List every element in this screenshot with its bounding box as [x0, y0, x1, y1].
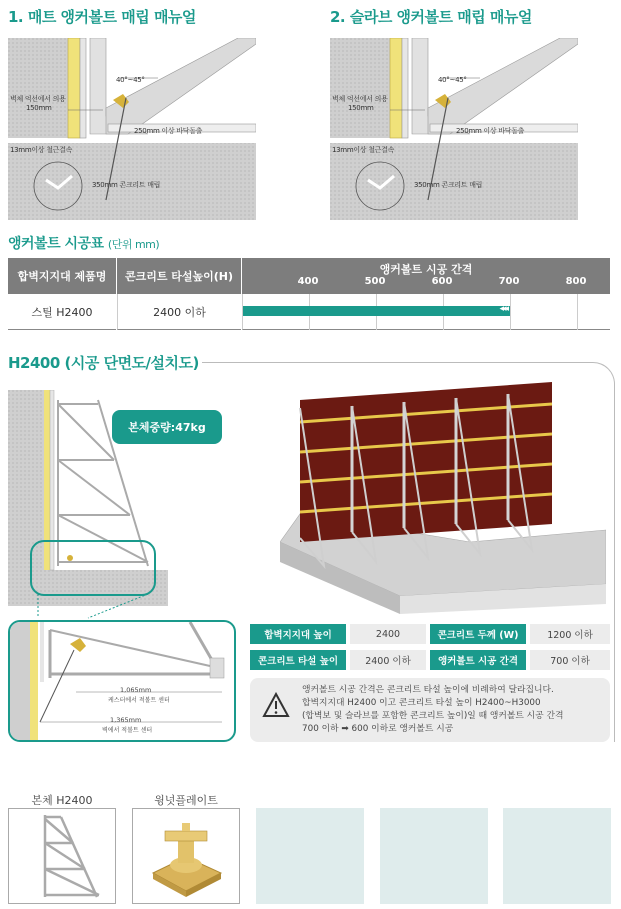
warning-icon: [262, 692, 290, 718]
product-body-h2400: [8, 808, 116, 904]
product-wingnut-svg: [133, 809, 239, 903]
wall-offset-label: 벽체 억선에서 의용: [10, 95, 66, 103]
anchor-table-title-text: 앵커볼트 시공표: [8, 236, 104, 252]
spec-key-pour: 콘크리트 타설 높이: [250, 650, 346, 670]
dim1-label: 케스터에서 적볼트 센터: [108, 697, 170, 704]
grid-line: [510, 294, 511, 330]
spacing-note: [250, 678, 610, 742]
mat-anchor-drawing: [8, 38, 256, 220]
dim2-label: 벽에서 적볼트 센터: [102, 727, 153, 734]
tick-label: 800: [565, 276, 587, 287]
col-header-height: 콘크리트 타설높이(H): [117, 258, 241, 294]
tick-label: 500: [364, 276, 386, 287]
section-title-h2400: H2400 (시공 단면도/설치도): [8, 354, 199, 372]
detail-box: [8, 620, 236, 742]
section-title-mat: 1. 매트 앵커볼트 매립 매뉴얼: [8, 8, 196, 26]
col-header-spacing-label: 앵커볼트 시공 간격: [379, 263, 473, 276]
spec-key-height: 합벽지지대 높이: [250, 624, 346, 644]
wall-offset-label: 벽체 억선에서 의용: [332, 95, 388, 103]
rebar-label: 13mm이상 철근결속: [332, 146, 395, 154]
detail-highlight: [30, 540, 156, 596]
tick-label: 400: [297, 276, 319, 287]
product-label-body: 본체 H2400: [31, 794, 93, 807]
product-label-wingnut: 윙넛플레이트: [154, 794, 218, 807]
arrow-icon: ◂◂◂: [499, 304, 507, 314]
cell-height: 2400 이하: [117, 294, 241, 330]
dim1-value: 1,065mm: [120, 686, 152, 694]
wall-offset-value: 150mm: [26, 104, 52, 112]
tick-label: 700: [498, 276, 520, 287]
wall-offset-value: 150mm: [348, 104, 374, 112]
col-header-product: 합벽지지대 제품명: [8, 258, 116, 294]
spec-val-thickness: 1200 이하: [530, 624, 610, 644]
spacing-bar: [243, 306, 510, 316]
section-title-slab: 2. 슬라브 앵커볼트 매립 매뉴얼: [330, 8, 532, 26]
spec-val-spacing: 700 이하: [530, 650, 610, 670]
product-placeholder-2: [380, 808, 488, 904]
installation-illustration: [280, 382, 606, 614]
slab-anchor-diagram: [330, 38, 578, 220]
anchor-table: [8, 258, 610, 330]
mat-anchor-diagram: [8, 38, 256, 220]
cell-spacing: [242, 294, 610, 330]
spec-key-thickness: 콘크리트 두께 (W): [430, 624, 526, 644]
detail-connector: [8, 592, 168, 622]
embed-label: 350mm 콘크리트 매립: [414, 181, 483, 189]
protrusion-label: 250mm 이상 바닥돌출: [134, 127, 203, 135]
cell-product: 스틸 H2400: [8, 294, 116, 330]
angle-label: 40°~45°: [438, 76, 467, 84]
product-wingnut-plate: [132, 808, 240, 904]
spec-key-spacing: 앵커볼트 시공 간격: [430, 650, 526, 670]
weight-badge: 본체중량:47kg: [112, 410, 222, 444]
angle-label: 40°~45°: [116, 76, 145, 84]
tick-label: 600: [431, 276, 453, 287]
product-body-svg: [9, 809, 115, 903]
product-placeholder-3: [503, 808, 611, 904]
embed-label: 350mm 콘크리트 매립: [92, 181, 161, 189]
frame-divider: [202, 362, 224, 363]
spec-val-pour: 2400 이하: [350, 650, 426, 670]
note-text: 앵커볼트 시공 간격은 콘크리트 타설 높이에 비례하여 달라집니다. 합벽지지대 H2400 이고 콘크리트 타설 높이 H2400~H3000 (합벽보 및 슬라브를 포함한 콘크리트 높이)일 때 앵커볼트 시공 간격 700 이하 ➡ 600 이하로 앵커볼트 시공: [302, 685, 564, 734]
detail-box-svg: [10, 622, 236, 742]
rebar-label: 13mm이상 철근결속: [10, 146, 73, 154]
dim2-value: 1,365mm: [110, 716, 142, 724]
grid-line: [577, 294, 578, 330]
anchor-table-title: [8, 233, 159, 253]
spec-val-height: 2400: [350, 624, 426, 644]
product-placeholder-1: [256, 808, 364, 904]
anchor-table-unit: (단위 mm): [107, 238, 160, 251]
slab-anchor-drawing: [330, 38, 578, 220]
installation-svg: [280, 382, 606, 614]
protrusion-label: 250mm 이상 바닥돌출: [456, 127, 525, 135]
